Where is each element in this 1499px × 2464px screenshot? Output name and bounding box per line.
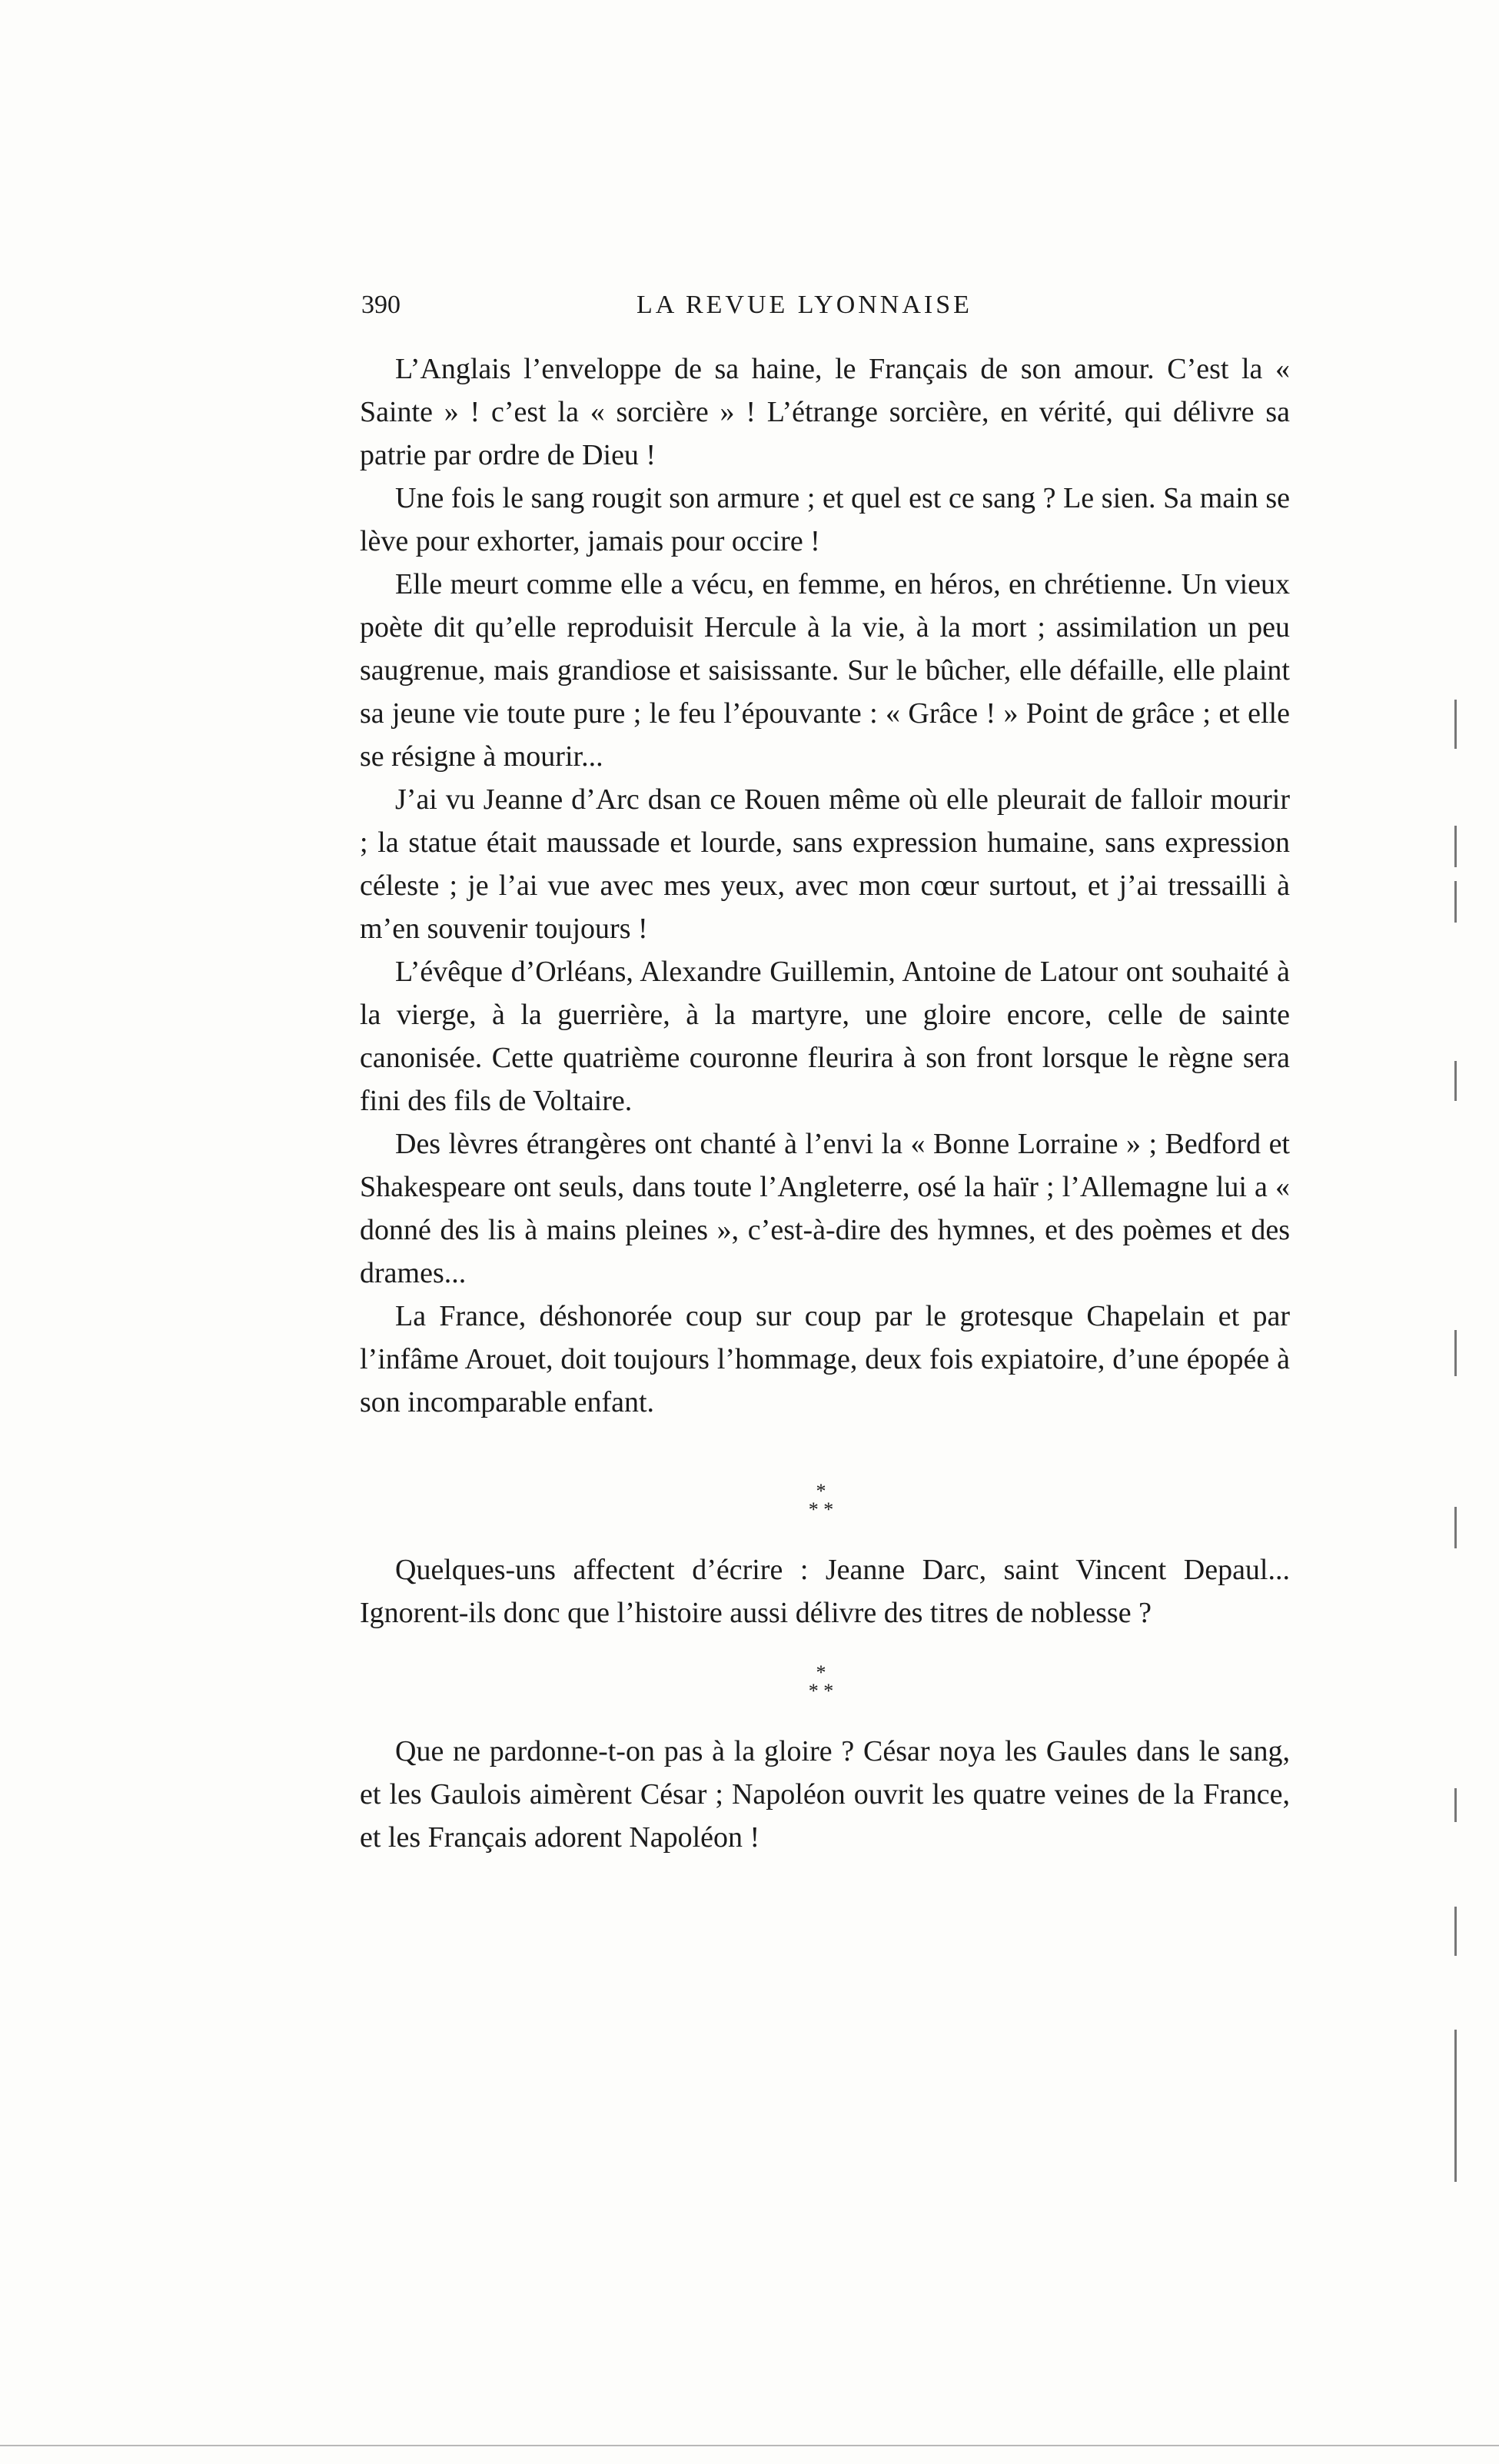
paragraph: Des lèvres étrangères ont chanté à l’envi la « Bonne Lorraine » ; Bedford et Shakespeare ont seuls, dans toute l’Angleterre, osé la haïr ; l’Allemagne lui a « donné des lis à mains pleines », c’est-à-dire des hymnes, et des poèmes et des drames...: [360, 1128, 1290, 1289]
paragraph: Elle meurt comme elle a vécu, en femme, en héros, en chrétienne. Un vieux poète dit qu’elle reproduisit Hercule à la vie, à la mort ; assimilation un peu saugrenue, mais grandiose et saisissante. Sur le bûcher, elle défaille, elle plaint sa jeune vie toute pure ; le feu l’épouvante : « Grâce ! » Point de grâce ; et elle se résigne à mourir...: [360, 568, 1290, 773]
asterism-top: *: [816, 1661, 826, 1684]
scan-bottom-edge: [0, 2445, 1499, 2446]
asterism-bottom: * *: [808, 1498, 834, 1521]
asterism-bottom: * *: [808, 1680, 834, 1702]
paragraph: L’Anglais l’enveloppe de sa haine, le Français de son amour. C’est la « Sainte » ! c’est la « sorcière » ! L’étrange sorcière, en vérité, qui délivre sa patrie par ordre de Dieu !: [360, 353, 1290, 471]
scan-margin-mark: [1454, 1788, 1457, 1822]
scan-margin-mark: [1454, 1907, 1457, 1956]
paragraph: L’évêque d’Orléans, Alexandre Guillemin, Antoine de Latour ont souhaité à la vierge, à la guerrière, à la martyre, une gloire encore, celle de sainte canonisée. Cette quatrième couronne fleurira à son front lorsque le règne sera fini des fils de Voltaire.: [360, 956, 1290, 1117]
body-text: [360, 347, 1290, 1859]
asterism-top: *: [816, 1480, 826, 1502]
scan-margin-mark: [1454, 826, 1457, 867]
scan-margin-mark: [1454, 1061, 1457, 1101]
scan-margin-mark: [1454, 2130, 1457, 2182]
paragraph: J’ai vu Jeanne d’Arc dsan ce Rouen même où elle pleurait de falloir mourir ; la statue était maussade et lourde, sans expression humaine, sans expression céleste ; je l’ai vue avec mes yeux, avec mon cœur surtout, et j’ai tressailli à m’en souvenir toujours !: [360, 783, 1290, 945]
paragraph: Une fois le sang rougit son armure ; et quel est ce sang ? Le sien. Sa main se lève pour exhorter, jamais pour occire !: [360, 482, 1290, 557]
paragraph: La France, déshonorée coup sur coup par le grotesque Chapelain et par l’infâme Arouet, doit toujours l’hommage, deux fois expiatoire, d’une épopée à son incomparable enfant.: [360, 1300, 1290, 1418]
paragraph: Quelques-uns affectent d’écrire : Jeanne Darc, saint Vincent Depaul... Ignorent-ils donc que l’histoire aussi délivre des titres de noblesse ?: [360, 1554, 1290, 1629]
scan-margin-mark: [1454, 1330, 1457, 1376]
document-page: [360, 0, 1290, 2464]
asterism-separator: [452, 1482, 1190, 1519]
paragraph: Que ne pardonne-t-on pas à la gloire ? César noya les Gaules dans le sang, et les Gaulois aimèrent César ; Napoléon ouvrit les quatre veines de la France, et les Français adorent Napoléon !: [360, 1735, 1290, 1854]
asterism-separator: [452, 1661, 1190, 1702]
running-title: LA REVUE LYONNAISE: [636, 291, 972, 319]
running-header: [360, 291, 1290, 337]
scan-margin-mark: [1454, 1507, 1457, 1548]
scan-margin-mark: [1454, 700, 1457, 749]
page-number: 390: [361, 291, 401, 319]
scan-margin-mark: [1454, 2030, 1457, 2130]
scan-margin-mark: [1454, 881, 1457, 923]
